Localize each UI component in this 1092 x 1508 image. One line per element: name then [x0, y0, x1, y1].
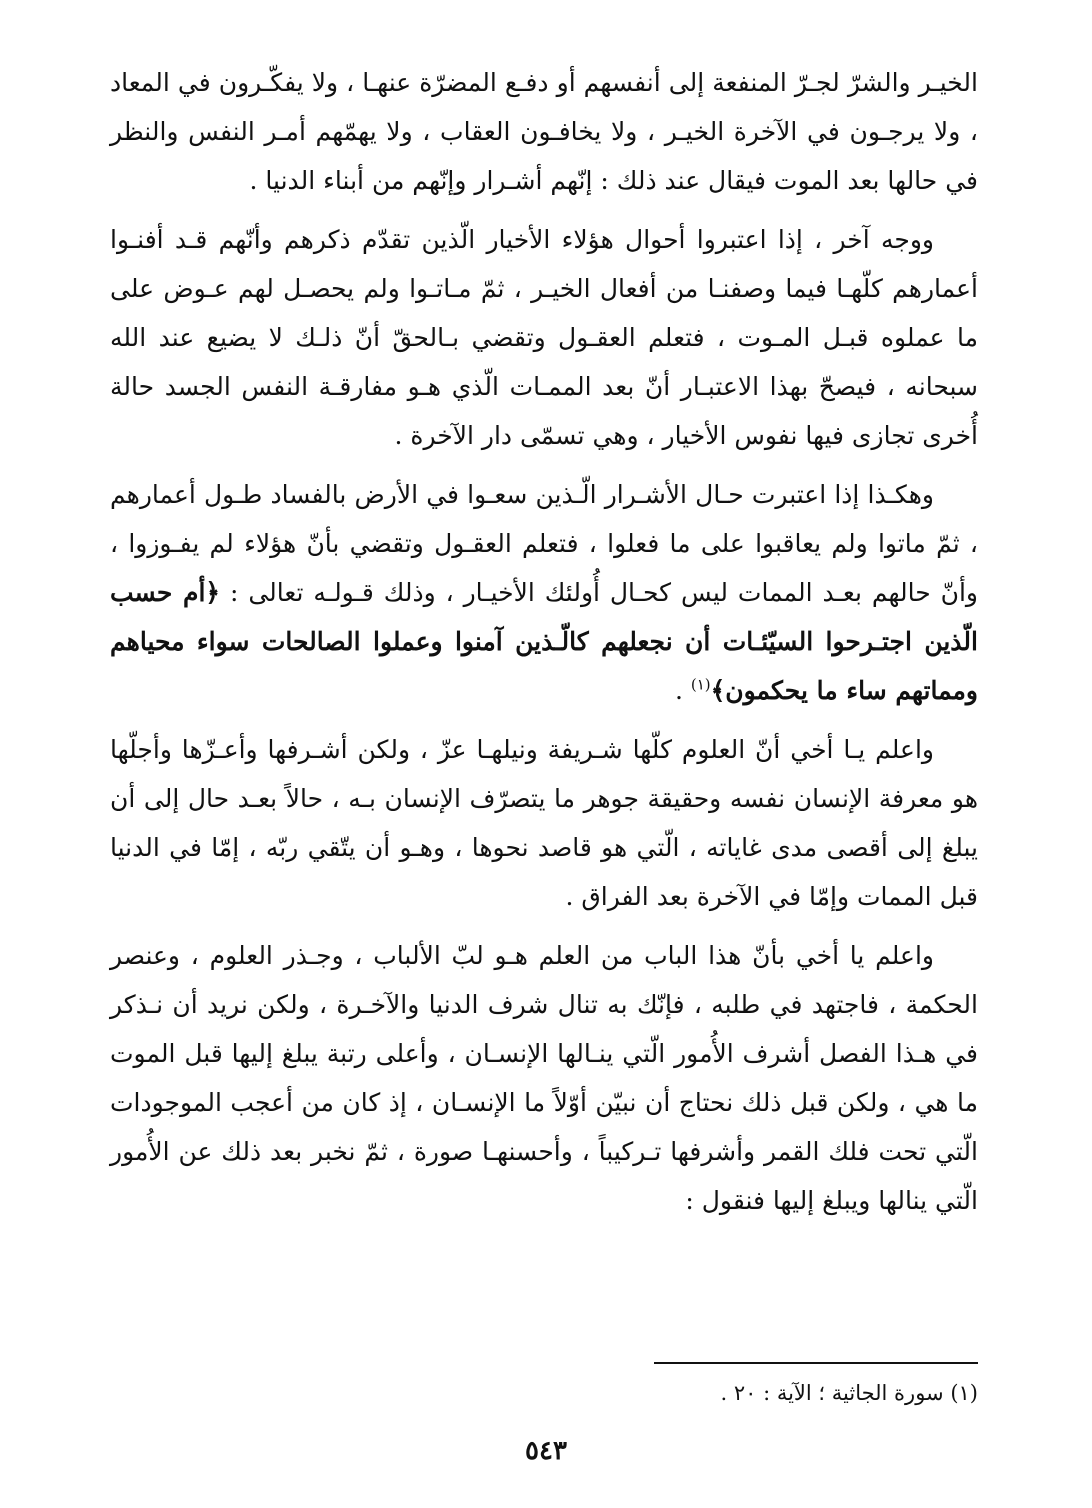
- paragraph-3: [110, 470, 978, 715]
- quran-verse: ﴿أم حسب الّذين اجتـرحوا السيّئـات أن نجعلهم كالّـذين آمنوا وعملوا الصالحات سواء محياهم ومماتهم ساء ما يحكمون﴾: [110, 578, 978, 705]
- paragraph-1: الخيـر والشرّ لجـرّ المنفعة إلى أنفسهم أو دفـع المضرّة عنهـا ، ولا يفكّـرون في المعاد ، ولا يرجـون في الآخرة الخيـر ، ولا يخافـون العقاب ، ولا يهمّهم أمـر النفس والنظر في حالها بعد الموت فيقال عند ذلك : إنّهم أشـرار وإنّهم من أبناء الدنيا .: [110, 68, 978, 195]
- paragraph-5: واعلم يا أخي بأنّ هذا الباب من العلم هـو لبّ الألباب ، وجـذر العلوم ، وعنصر الحكمة ، فاجتهد في طلبه ، فإنّك به تنال شرف الدنيا والآخـرة ، ولكن نريد أن نـذكر في هـذا الفصل أشرف الأُمور الّتي ينـالها الإنسـان ، وأعلى رتبة يبلغ إليها قبل الموت ما هي ، ولكن قبل ذلك نحتاج أن نبيّن أوّلاً ما الإنسـان ، إذ كان من أعجب الموجودات الّتي تحت فلك القمر وأشرفها تـركيباً ، وأحسنهـا صورة ، ثمّ نخبر بعد ذلك عن الأُمور الّتي ينالها ويبلغ إليها فنقول :: [110, 941, 978, 1215]
- paragraph-3-end: .: [674, 676, 691, 705]
- footnote: (١) سورة الجاثية ؛ الآية : ٢٠ .: [720, 1381, 978, 1405]
- footnote-reference: (١): [690, 675, 711, 694]
- footnote-divider: [654, 1362, 978, 1364]
- page-body: [110, 58, 978, 1235]
- paragraph-3-text: وهكـذا إذا اعتبرت حـال الأشـرار الّـذين سعـوا في الأرض بالفساد طـول أعمارهم ، ثمّ ماتوا ولم يعاقبوا على ما فعلوا ، فتعلم العقـول وتقضي بأنّ هؤلاء لم يفـوزوا ، وأنّ حالهم بعـد الممات ليس كحـال أُولئك الأخيـار ، وذلك قـولـه تعالى :: [110, 480, 978, 607]
- page-number: ٥٤٣: [525, 1436, 567, 1466]
- paragraph-4: واعلم يـا أخي أنّ العلوم كلّها شـريفة ونيلهـا عزّ ، ولكن أشـرفها وأعـزّها وأجلّها هو معرفة الإنسان نفسه وحقيقة جوهر ما يتصرّف الإنسان بـه ، حالاً بعـد حال إلى أن يبلغ إلى أقصى مدى غاياته ، الّتي هو قاصد نحوها ، وهـو أن يتّقي ربّه ، إمّا في الدنيا قبل الممات وإمّا في الآخرة بعد الفراق .: [110, 735, 978, 911]
- paragraph-2: ووجه آخر ، إذا اعتبروا أحوال هؤلاء الأخيار الّذين تقدّم ذكرهم وأنّهم قـد أفنـوا أعمارهم كلّهـا فيما وصفنـا من أفعال الخيـر ، ثمّ مـاتـوا ولم يحصـل لهم عـوض على ما عملوه قبـل المـوت ، فتعلم العقـول وتقضي بـالحقّ أنّ ذلـك لا يضيع عند الله سبحانه ، فيصحّ بهذا الاعتبـار أنّ بعد الممـات الّذي هـو مفارقـة النفس الجسد حالة أُخرى تجازى فيها نفوس الأخيار ، وهي تسمّى دار الآخرة .: [110, 225, 978, 450]
